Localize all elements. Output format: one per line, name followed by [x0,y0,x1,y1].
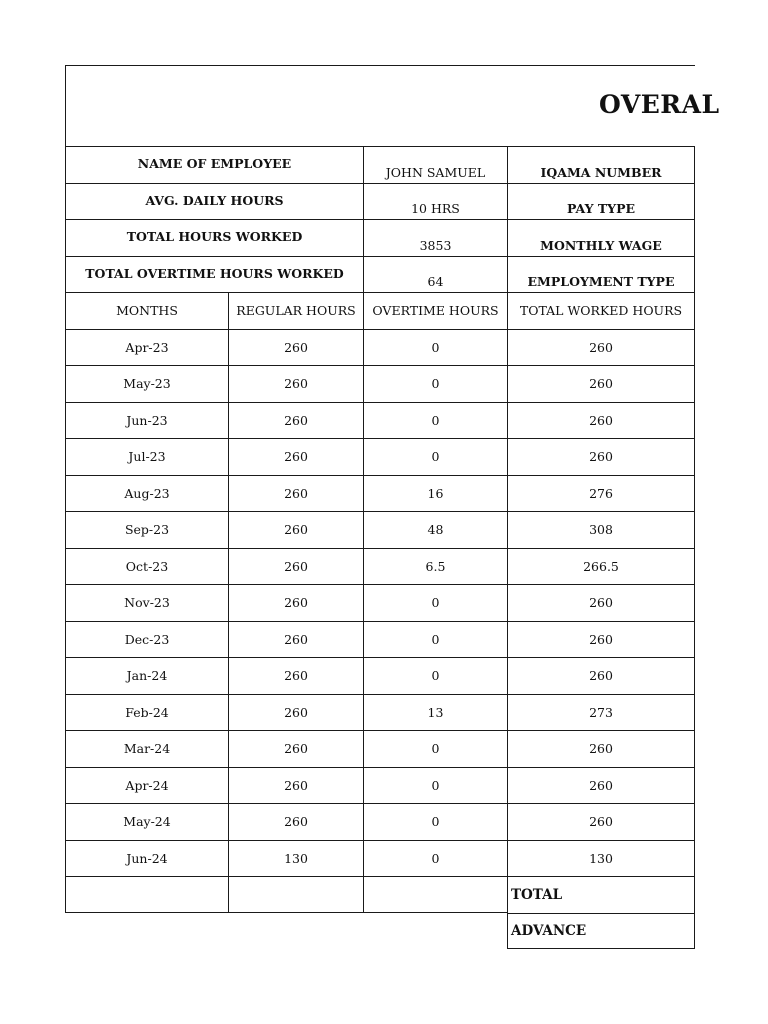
table-cell [65,402,228,439]
table-cell [507,548,695,585]
table-cell [507,584,695,621]
info-right-label [507,219,695,256]
info-right-label [507,183,695,220]
table-cell-text: 260 [589,814,613,830]
table-cell-text: 260 [284,668,308,684]
table-cell-text: 260 [589,631,613,647]
page-title: OVERAL [599,90,720,119]
table-cell-text: Jan-24 [126,668,168,684]
info-label-text: AVG. DAILY HOURS [145,192,284,208]
info-label [65,146,363,183]
info-value [363,146,507,183]
table-cell-text: 130 [284,850,308,866]
table-cell [65,767,228,804]
table-cell [507,621,695,658]
table-cell-text: 260 [284,558,308,574]
table-cell-text: 0 [431,412,440,428]
table-cell [363,584,507,621]
column-header [507,292,695,329]
info-right-label-text: EMPLOYMENT TYPE [527,274,675,289]
column-header [65,292,228,329]
table-cell-text: 260 [284,704,308,720]
table-cell-text: 0 [431,777,440,793]
table-cell-text: Mar-24 [123,741,171,757]
table-cell [65,365,228,402]
table-cell [363,438,507,475]
column-header-text: TOTAL WORKED HOURS [519,303,683,319]
table-cell [65,548,228,585]
table-cell [65,475,228,512]
table-cell [228,803,363,840]
table-cell [363,365,507,402]
table-cell-text: May-24 [123,814,171,830]
info-label-text: NAME OF EMPLOYEE [137,156,292,171]
table-cell [363,329,507,366]
info-label-text: TOTAL OVERTIME HOURS WORKED [85,265,344,281]
table-cell-text: 16 [427,485,444,501]
table-cell [507,329,695,366]
table-cell-text: May-23 [123,376,171,392]
table-cell [228,584,363,621]
table-cell-text: 260 [589,339,613,355]
table-cell [363,548,507,585]
table-cell [65,621,228,658]
advance-label-text: ADVANCE [511,922,587,939]
table-cell [228,657,363,694]
table-cell-text: 260 [284,412,308,428]
column-header [228,292,363,329]
table-cell-text: 0 [431,376,440,392]
table-cell [507,730,695,767]
table-cell [363,402,507,439]
table-cell-text: 260 [284,339,308,355]
table-cell-text: 0 [431,631,440,647]
table-cell [507,803,695,840]
title-banner [65,65,720,147]
table-cell-text: 260 [589,449,613,465]
table-cell [507,438,695,475]
table-cell [228,840,363,877]
table-cell-text: Oct-23 [125,558,169,574]
table-cell-text: 13 [427,704,444,720]
table-cell-text: 266.5 [583,558,619,574]
table-cell [65,511,228,548]
total-label-text: TOTAL [511,886,563,903]
info-right-label [507,146,695,183]
table-cell-text: 308 [589,522,613,538]
table-cell-text: 260 [589,741,613,757]
advance-label [507,913,695,950]
table-cell [228,475,363,512]
table-cell [228,548,363,585]
table-cell [363,621,507,658]
table-cell-text: 48 [427,522,444,538]
table-cell-text: 260 [589,595,613,611]
table-cell [228,730,363,767]
table-cell-text: 260 [284,777,308,793]
table-cell-text: Aug-23 [124,485,170,501]
blank-cell [65,876,228,913]
table-cell [228,402,363,439]
table-cell-text: 6.5 [425,558,446,574]
table-cell [507,657,695,694]
table-cell-text: 260 [284,522,308,538]
table-cell [228,694,363,731]
table-cell [363,694,507,731]
table-cell-text: Feb-24 [125,704,169,720]
table-cell [363,475,507,512]
info-value-text: JOHN SAMUEL [385,164,486,180]
info-value-text: 3853 [419,237,452,253]
info-value [363,183,507,220]
table-cell [507,402,695,439]
table-cell [507,767,695,804]
table-cell-text: Jun-23 [126,412,168,428]
table-cell [507,840,695,877]
table-cell-text: Nov-23 [124,595,170,611]
table-cell [228,767,363,804]
table-cell [228,329,363,366]
table-cell [363,767,507,804]
table-cell [65,584,228,621]
info-label-text: TOTAL HOURS WORKED [126,229,303,244]
table-cell [65,329,228,366]
info-label [65,183,363,220]
table-cell [65,657,228,694]
info-right-label-text: IQAMA NUMBER [540,164,662,180]
table-cell-text: 0 [431,850,440,866]
table-cell [507,365,695,402]
column-header-text: MONTHS [116,303,178,319]
blank-cell [363,876,507,913]
table-cell-text: 0 [431,741,440,757]
table-cell [363,803,507,840]
table-cell [507,511,695,548]
table-cell [228,365,363,402]
table-cell-text: 260 [284,741,308,757]
table-cell-text: Apr-23 [125,339,169,355]
info-label [65,219,363,256]
table-cell [65,730,228,767]
info-value-text: 10 HRS [411,201,460,216]
blank-cell [228,876,363,913]
table-cell-text: 260 [284,631,308,647]
table-cell-text: 0 [431,449,440,465]
table-cell [507,694,695,731]
info-value-text: 64 [427,274,444,289]
info-value [363,256,507,293]
table-cell-text: Sep-23 [124,522,170,538]
table-cell-text: 0 [431,668,440,684]
info-right-label-text: MONTHLY WAGE [540,237,662,253]
table-cell [507,475,695,512]
table-cell [228,511,363,548]
table-cell-text: 260 [284,449,308,465]
table-cell-text: 260 [284,814,308,830]
table-cell [65,438,228,475]
info-label [65,256,363,293]
table-cell-text: 260 [589,777,613,793]
table-cell-text: 260 [589,376,613,392]
table-cell-text: Jul-23 [128,449,166,465]
table-cell [228,621,363,658]
table-cell [65,694,228,731]
table-cell-text: 0 [431,339,440,355]
table-cell-text: 130 [589,850,613,866]
table-cell-text: Jun-24 [126,850,168,866]
table-cell [228,438,363,475]
table-cell-text: 0 [431,814,440,830]
info-value [363,219,507,256]
table-cell-text: 276 [589,485,613,501]
table-cell-text: Apr-24 [125,777,169,793]
table-cell-text: 260 [284,376,308,392]
info-right-label [507,256,695,293]
table-cell [65,803,228,840]
table-cell [363,511,507,548]
info-right-label-text: PAY TYPE [567,201,635,216]
table-cell-text: 260 [284,595,308,611]
table-cell-text: 273 [589,704,613,720]
table-cell [363,840,507,877]
column-header [363,292,507,329]
column-header-text: REGULAR HOURS [236,303,356,319]
table-cell-text: 260 [284,485,308,501]
table-cell-text: Dec-23 [124,631,170,647]
table-cell-text: 260 [589,668,613,684]
column-header-text: OVERTIME HOURS [372,303,499,319]
table-cell-text: 0 [431,595,440,611]
table-cell [363,730,507,767]
table-cell [363,657,507,694]
table-cell [65,840,228,877]
total-label [507,876,695,913]
table-cell-text: 260 [589,412,613,428]
